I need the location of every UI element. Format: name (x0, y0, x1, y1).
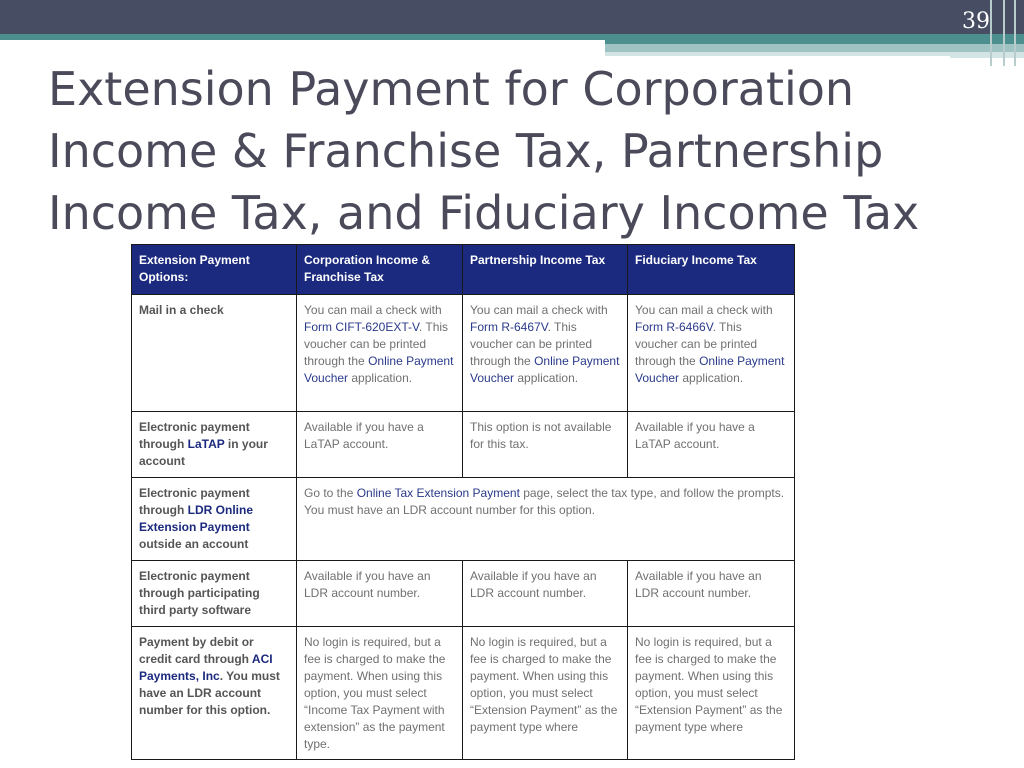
cell-partnership (463, 295, 628, 412)
cell-corporation (297, 295, 463, 412)
option-text: Payment by debit or credit card through (139, 635, 254, 666)
option-card-payment (132, 627, 297, 760)
cell-text: You can mail a check with (470, 303, 608, 317)
form-link[interactable]: Form R-6466V (635, 320, 713, 334)
cell-fiduciary: Available if you have a LaTAP account. (628, 412, 795, 478)
cell-corporation: Available if you have a LaTAP account. (297, 412, 463, 478)
table-row (132, 478, 795, 561)
table-row (132, 561, 795, 627)
cell-fiduciary (628, 295, 795, 412)
option-third-party: Electronic payment through participating third party software (132, 561, 297, 627)
header-partnership: Partnership Income Tax (463, 245, 628, 295)
option-text: outside an account (139, 537, 249, 551)
cell-text: You can mail a check with (635, 303, 773, 317)
slide-number: 39 (962, 9, 990, 34)
cell-merged (297, 478, 795, 561)
option-text: Electronic payment through (139, 420, 250, 451)
title-line: Extension Payment for Corporation (48, 62, 855, 116)
cell-partnership: No login is required, but a fee is charged to make the payment. When using this option, you must select “Extension Payment” as the payment type where (463, 627, 628, 760)
option-text: . You must have an LDR account number for this option. (139, 669, 280, 717)
cell-corporation: No login is required, but a fee is charged to make the payment. When using this option, you must select “Income Tax Payment with extension” as the payment type. (297, 627, 463, 760)
option-ldr-online (132, 478, 297, 561)
top-banner (0, 0, 1024, 34)
cell-fiduciary: Available if you have an LDR account number. (628, 561, 795, 627)
table-row (132, 295, 795, 412)
cell-partnership: Available if you have an LDR account number. (463, 561, 628, 627)
cell-text: application. (514, 371, 579, 385)
voucher-link[interactable]: Online Payment Voucher (635, 354, 785, 385)
cell-text: You can mail a check with (304, 303, 442, 317)
aci-payments-link[interactable]: ACI Payments, Inc (139, 652, 273, 683)
table-header-row (132, 245, 795, 295)
decorative-vertical-line (1003, 0, 1005, 66)
latap-link[interactable]: LaTAP (187, 437, 225, 451)
option-text: in your account (139, 437, 268, 468)
cell-text: application. (348, 371, 413, 385)
cell-text: . This voucher can be printed through the (304, 320, 449, 368)
cell-text: . This voucher can be printed through the (470, 320, 593, 368)
option-latap (132, 412, 297, 478)
online-extension-link[interactable]: Online Tax Extension Payment (356, 486, 520, 500)
cell-text: page, select the tax type, and follow the prompts. You must have an LDR account number for this option. (304, 486, 785, 517)
decorative-vertical-line (990, 0, 992, 66)
form-link[interactable]: Form CIFT-620EXT-V (304, 320, 419, 334)
cell-fiduciary: No login is required, but a fee is charged to make the payment. When using this option, you must select “Extension Payment” as the payment type where (628, 627, 795, 760)
voucher-link[interactable]: Online Payment Voucher (470, 354, 620, 385)
cell-corporation: Available if you have an LDR account number. (297, 561, 463, 627)
header-corporation: Corporation Income & Franchise Tax (297, 245, 463, 295)
form-link[interactable]: Form R-6467V (470, 320, 548, 334)
title-line: Income & Franchise Tax, Partnership (48, 124, 884, 178)
ldr-online-link[interactable]: LDR Online Extension Payment (139, 503, 253, 534)
header-options: Extension Payment Options: (132, 245, 297, 295)
cell-text: . This voucher can be printed through the (635, 320, 758, 368)
extension-payment-table (131, 244, 795, 760)
cell-text: application. (679, 371, 744, 385)
table-row (132, 412, 795, 478)
voucher-link[interactable]: Online Payment Voucher (304, 354, 454, 385)
option-text: Electronic payment through (139, 486, 250, 517)
decorative-vertical-line (1014, 0, 1016, 66)
table-row (132, 627, 795, 760)
header-fiduciary: Fiduciary Income Tax (628, 245, 795, 295)
slide-title (48, 58, 1008, 244)
cell-text: Go to the (304, 486, 357, 500)
title-line: Income Tax, and Fiduciary Income Tax (48, 186, 920, 240)
option-mail-check: Mail in a check (132, 295, 297, 412)
cell-partnership: This option is not available for this tax. (463, 412, 628, 478)
